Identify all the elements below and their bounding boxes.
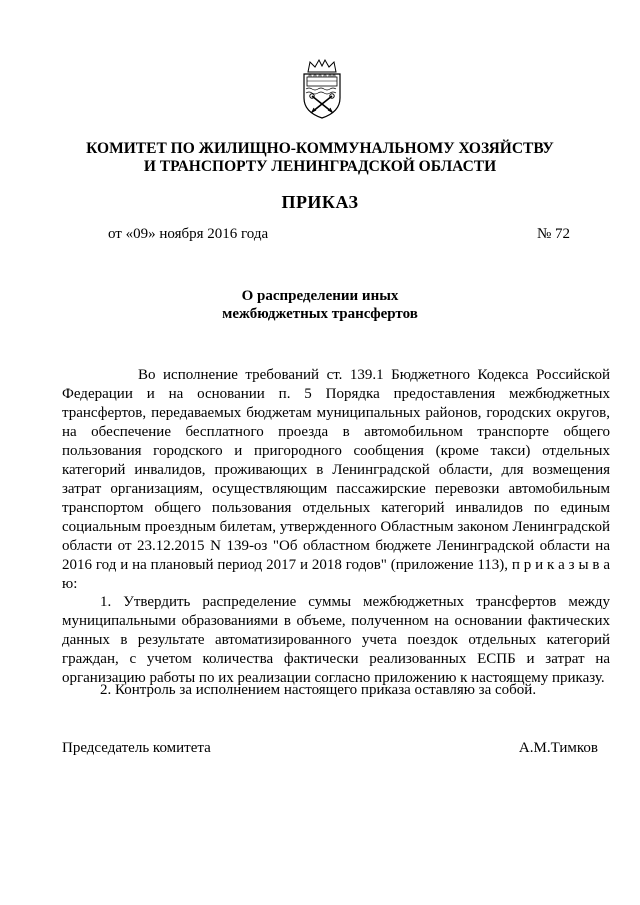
document-type: ПРИКАЗ (281, 192, 359, 212)
order-subject (40, 287, 600, 323)
signatory-role: Председатель комитета (62, 740, 211, 756)
coat-of-arms-icon (300, 58, 344, 120)
subject-line-1: О распределении иных (241, 288, 399, 304)
preamble-paragraph: Во исполнение требований ст. 139.1 Бюджетного Кодекса Российской Федерации и на основании п. 5 Порядка предоставления межбюджетных трансфертов, передаваемых бюджетам муниципальных районов, городских округов, на обеспечение бесплатного проезда в автомобильном транспорте общего пользования городского и пригородного сообщения (кроме такси) отдельных категорий инвалидов, проживающих в Ленинградской области, для возмещения затрат организациям, осуществляющим пассажирские перевозки автомобильным транспортом общего пользования отдельных категорий инвалидов по единым социальным проездным билетам, утвержденного Областным законом Ленинградской области от 23.12.2015 N 139-оз "Об областном бюджете Ленинградской области на 2016 год и на плановый период 2017 и 2018 годов" (приложение 113), п р и к а з ы в а ю: (62, 367, 610, 592)
order-number: № 72 (536, 226, 570, 242)
order-date: от «09» ноября 2016 года (108, 226, 269, 242)
committee-line-1: КОМИТЕТ ПО ЖИЛИЩНО-КОММУНАЛЬНОМУ ХОЗЯЙСТВУ (86, 140, 554, 157)
order-item-2: 2. Контроль за исполнением настоящего приказа оставляю за собой. (100, 682, 537, 698)
committee-name (40, 140, 600, 176)
signatory-name: А.М.Тимков (518, 740, 598, 756)
subject-line-2: межбюджетных трансфертов (222, 306, 418, 322)
committee-line-2: И ТРАНСПОРТУ ЛЕНИНГРАДСКОЙ ОБЛАСТИ (143, 158, 497, 175)
order-item-1: 1. Утвердить распределение суммы межбюджетных трансфертов между муниципальными образованиями в объеме, полученном на основании фактических данных в результате автоматизированного учета поездок отдельных категорий граждан, с учетом количества фактически реализованных ЕСПБ и затрат на организацию работы по их реализации согласно приложению к настоящему приказу. (62, 594, 610, 686)
